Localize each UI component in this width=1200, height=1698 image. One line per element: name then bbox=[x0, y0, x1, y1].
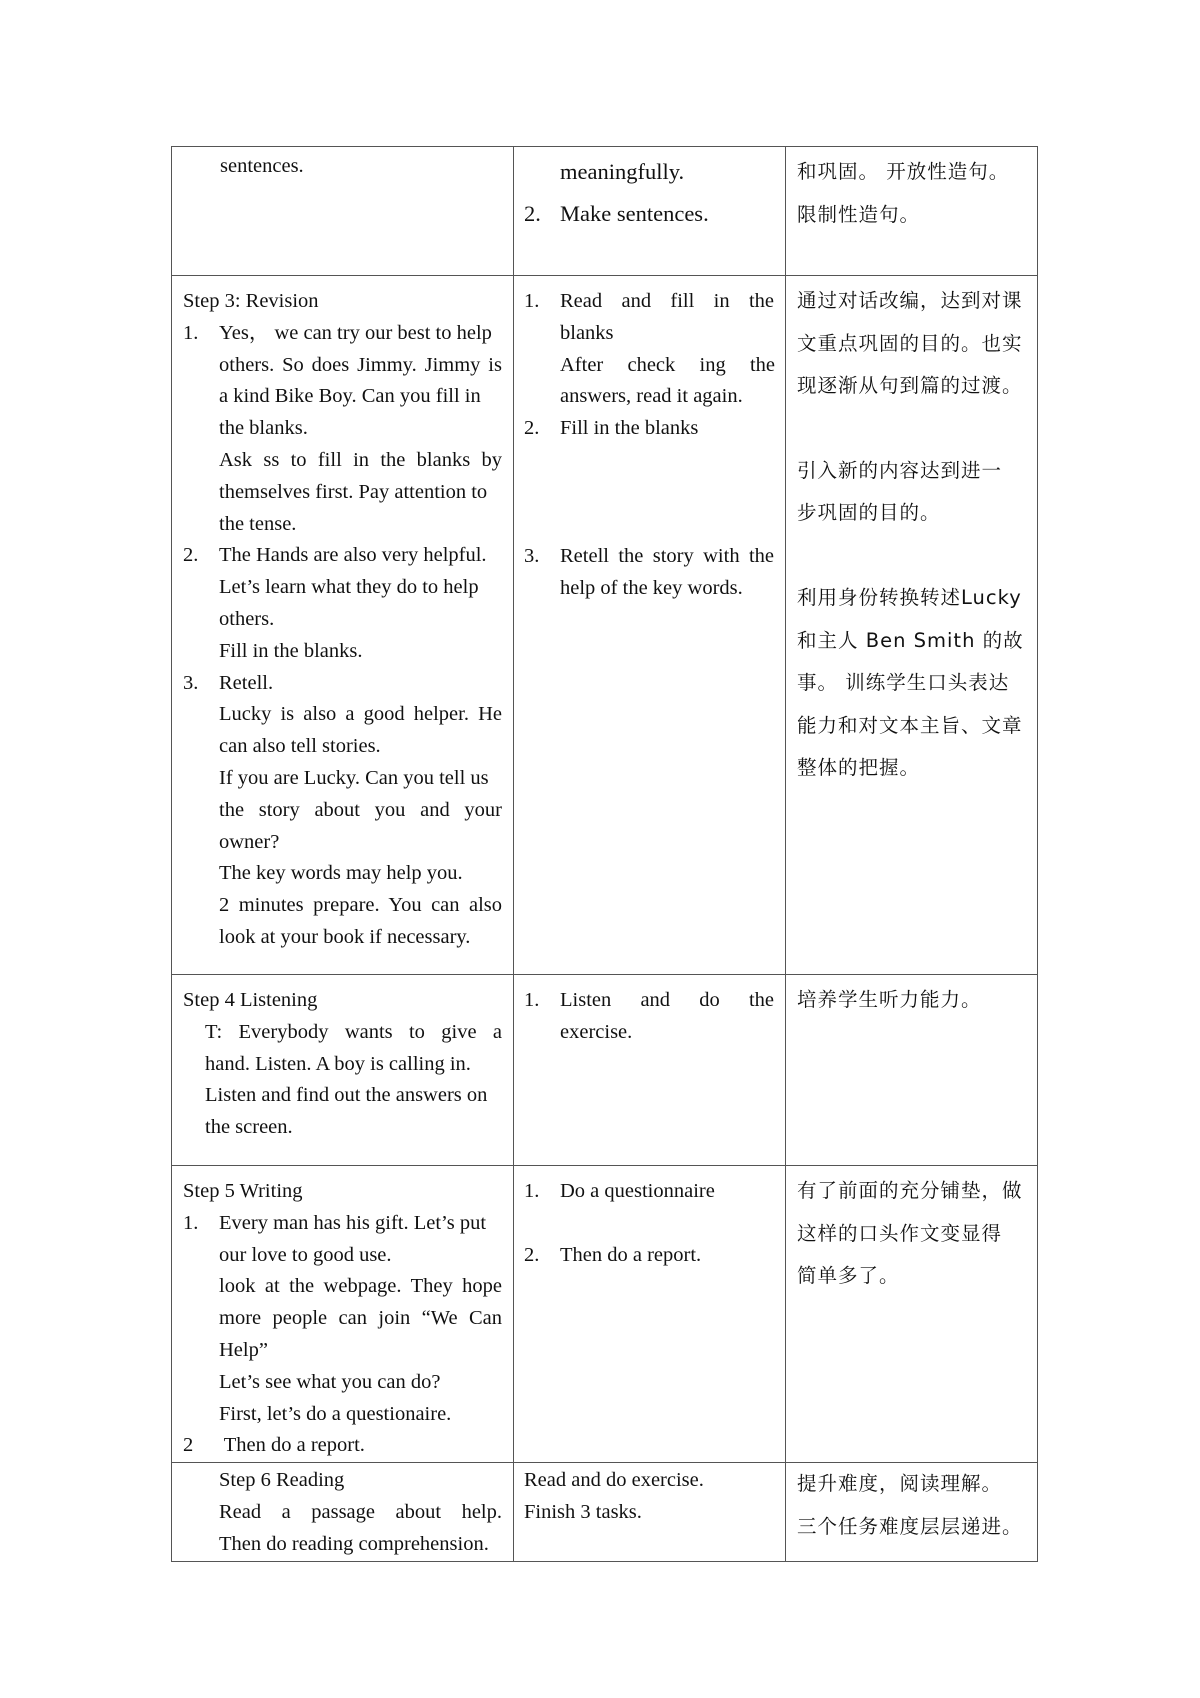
table-row bbox=[172, 147, 1038, 276]
activity-line: blanks bbox=[560, 321, 614, 344]
purpose-line: 能力和对文本主旨、文章 bbox=[797, 713, 1023, 737]
table-row bbox=[172, 975, 1038, 1166]
activity-line: After check ing the bbox=[560, 353, 775, 376]
procedure-line: First, let’s do a questionaire. bbox=[219, 1402, 452, 1425]
procedure-line: the screen. bbox=[205, 1116, 293, 1139]
activity-cell: 1. Do a questionnaire 2. Then do a report. bbox=[514, 1166, 786, 1463]
purpose-line: 现逐渐从句到篇的过渡。 bbox=[797, 374, 1023, 398]
procedure-line: look at the webpage. They hope bbox=[219, 1275, 502, 1298]
procedure-line: Then do reading comprehension. bbox=[219, 1532, 489, 1555]
procedure-line: Let’s see what you can do? bbox=[219, 1370, 441, 1393]
purpose-cell bbox=[786, 147, 1038, 276]
lesson-plan-table bbox=[171, 146, 1038, 1562]
procedure-line: others. So does Jimmy. Jimmy is bbox=[219, 353, 502, 376]
procedure-line: more people can join “We Can bbox=[219, 1307, 502, 1330]
procedure-cell bbox=[172, 147, 514, 276]
purpose-line: 整体的把握。 bbox=[797, 756, 921, 780]
activity-cell: 1. Listen and do the exercise. bbox=[514, 975, 786, 1166]
purpose-line: 文重点巩固的目的。也实 bbox=[797, 331, 1023, 355]
table-row bbox=[172, 1463, 1038, 1561]
purpose-line: 简单多了。 bbox=[797, 1264, 900, 1288]
purpose-line: 和巩固。 开放性造句。 bbox=[797, 160, 1010, 183]
purpose-line: 这样的口头作文变显得 bbox=[797, 1221, 1003, 1245]
purpose-line: 通过对话改编，达到对课 bbox=[797, 289, 1023, 312]
procedure-line: Read a passage about help. bbox=[219, 1500, 502, 1523]
procedure-line: the story about you and your bbox=[219, 798, 502, 821]
purpose-line: 有了前面的充分铺垫，做 bbox=[797, 1179, 1023, 1202]
activity-line: Retell the story with the bbox=[560, 544, 774, 567]
purpose-line: 限制性造句。 bbox=[797, 202, 921, 226]
procedure-line: the blanks. bbox=[219, 417, 308, 440]
procedure-line: can also tell stories. bbox=[219, 735, 381, 758]
table-row bbox=[172, 276, 1038, 975]
purpose-line: 提升难度，阅读理解。 bbox=[797, 1472, 1003, 1496]
activity-cell: 1. Read and fill in the blanks After check ing the answers, read it again. 2. Fill in the blanks 3. Retell the story with the help of the key words. bbox=[514, 276, 786, 975]
activity-cell bbox=[514, 1463, 786, 1561]
procedure-line: Ask ss to fill in the blanks by bbox=[219, 448, 502, 471]
procedure-cell: Step 3: Revision 1. Yes， we can try our best to help others. So does Jimmy. Jimmy is a kind Bike Boy. Can you fill in the blanks. Ask ss to fill in the blanks by themselves first. Pay attention to the tense. 2. The Hands are also very helpful. Let’s learn what they do to help others. Fill in the blanks. 3. Retell. Lucky is also a good helper. He can also tell stories. If you are Lucky. Can you tell us the story about you and your owner? The key words may help you. 2 minutes prepare. You can also look at your book if necessary. bbox=[172, 276, 514, 975]
procedure-line: Help” bbox=[219, 1338, 268, 1361]
procedure-line: owner? bbox=[219, 830, 280, 853]
procedure-line: Then do a report. bbox=[219, 1434, 365, 1457]
purpose-cell bbox=[786, 1166, 1038, 1463]
procedure-line: Listen and find out the answers on bbox=[205, 1084, 488, 1107]
procedure-line: hand. Listen. A boy is calling in. bbox=[205, 1052, 471, 1075]
purpose-line: 事。 训练学生口头表达 bbox=[797, 671, 1010, 695]
procedure-line: look at your book if necessary. bbox=[219, 925, 471, 948]
procedure-line: Retell. bbox=[219, 671, 274, 694]
procedure-cell bbox=[172, 1463, 514, 1561]
procedure-line: If you are Lucky. Can you tell us bbox=[219, 766, 489, 789]
procedure-line: T: Everybody wants to give a bbox=[205, 1020, 502, 1043]
procedure-cell: Step 5 Writing 1. Every man has his gift. Let’s put our love to good use. look at the webpage. They hope more people can join “We Can Help” Let’s see what you can do? First, let’s do a questionaire. 2 Then do a report. bbox=[172, 1166, 514, 1463]
procedure-line: Let’s learn what they do to help bbox=[219, 576, 479, 599]
step-title: Step 6 Reading bbox=[219, 1469, 345, 1492]
activity-line: exercise. bbox=[560, 1020, 633, 1043]
procedure-line: The Hands are also very helpful. bbox=[219, 544, 487, 567]
activity-line: Finish 3 tasks. bbox=[524, 1500, 642, 1523]
activity-line: Read and fill in the bbox=[560, 290, 774, 312]
procedure-line: others. bbox=[219, 607, 275, 630]
purpose-cell bbox=[786, 975, 1038, 1166]
step-title: Step 4 Listening bbox=[183, 989, 318, 1011]
activity-cell: meaningfully. 2. Make sentences. bbox=[514, 147, 786, 276]
purpose-cell bbox=[786, 276, 1038, 975]
purpose-cell bbox=[786, 1463, 1038, 1561]
activity-line: answers, read it again. bbox=[560, 385, 743, 408]
activity-line: Read and do exercise. bbox=[524, 1469, 704, 1492]
procedure-line: Yes， we can try our best to help bbox=[219, 321, 492, 344]
procedure-line: Fill in the blanks. bbox=[219, 639, 363, 662]
procedure-line: the tense. bbox=[219, 512, 297, 535]
purpose-line: 和主人 Ben Smith 的故 bbox=[797, 628, 1024, 652]
procedure-line: themselves first. Pay attention to bbox=[219, 480, 488, 503]
activity-line: Do a questionnaire bbox=[560, 1180, 715, 1202]
activity-line: meaningfully. bbox=[560, 159, 685, 184]
procedure-line: The key words may help you. bbox=[219, 862, 463, 885]
table-row bbox=[172, 1166, 1038, 1463]
step-title: Step 5 Writing bbox=[183, 1180, 303, 1202]
purpose-line: 引入新的内容达到进一 bbox=[797, 458, 1003, 482]
procedure-line: a kind Bike Boy. Can you fill in bbox=[219, 385, 481, 408]
activity-line: Listen and do the bbox=[560, 989, 774, 1011]
activity-line: help of the key words. bbox=[560, 576, 743, 599]
procedure-cell bbox=[172, 975, 514, 1166]
procedure-line: Every man has his gift. Let’s put bbox=[219, 1211, 487, 1234]
procedure-line: Lucky is also a good helper. He bbox=[219, 703, 502, 726]
activity-line: Then do a report. bbox=[560, 1243, 702, 1266]
procedure-line: 2 minutes prepare. You can also bbox=[219, 894, 502, 917]
purpose-line: 三个任务难度层层递进。 bbox=[797, 1514, 1023, 1538]
activity-line: Fill in the blanks bbox=[560, 417, 699, 440]
procedure-line: our love to good use. bbox=[219, 1243, 392, 1266]
procedure-line: sentences. bbox=[220, 155, 304, 177]
purpose-line: 步巩固的目的。 bbox=[797, 501, 941, 525]
activity-line: Make sentences. bbox=[560, 201, 709, 226]
purpose-line: 利用身份转换转述Lucky bbox=[797, 585, 1022, 609]
purpose-line: 培养学生听力能力。 bbox=[797, 988, 982, 1011]
step-title: Step 3: Revision bbox=[183, 290, 319, 312]
